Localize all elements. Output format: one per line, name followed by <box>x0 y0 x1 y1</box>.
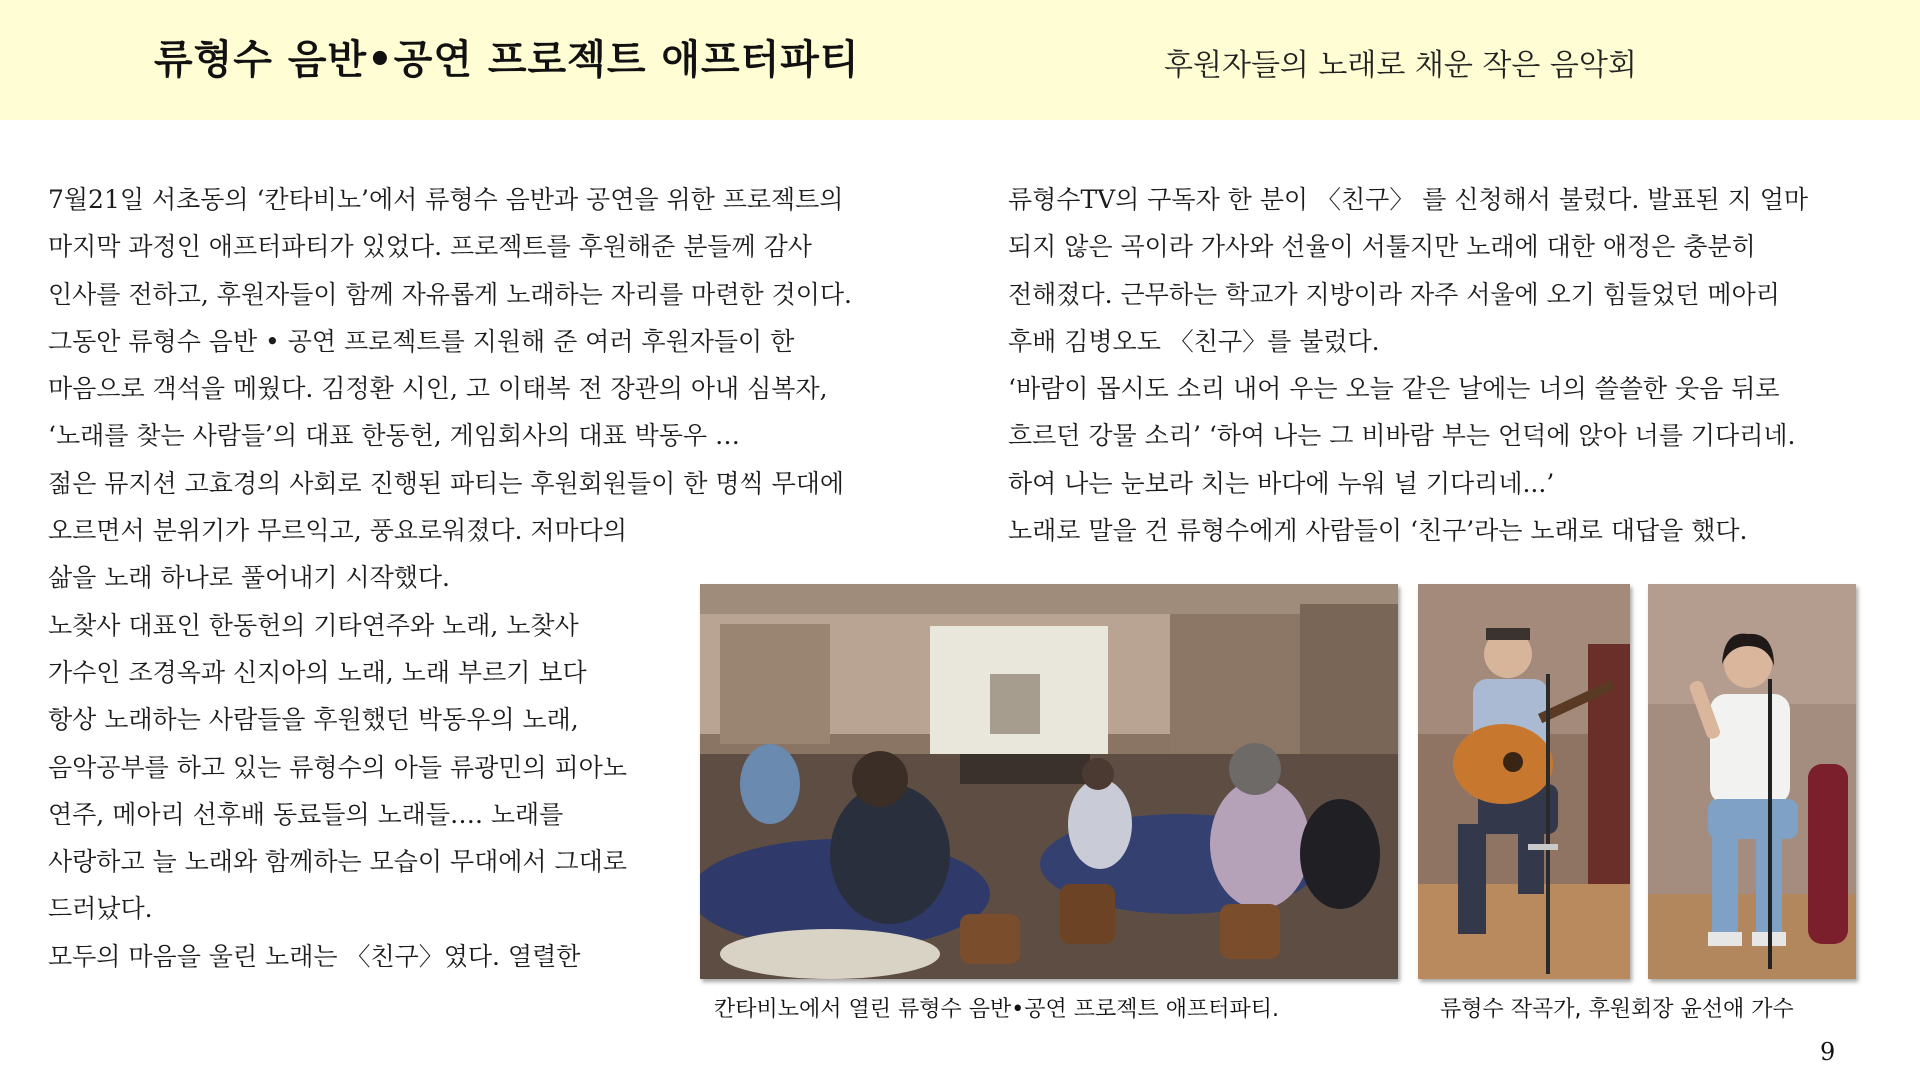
article-line: 노찾사 대표인 한동헌의 기타연주와 노래, 노찾사 <box>48 610 579 640</box>
article-line: 후배 김병오도 〈친구〉를 불렀다. <box>1008 326 1380 356</box>
article-line: 노래로 말을 건 류형수에게 사람들이 ‘친구’라는 노래로 대답을 했다. <box>1008 516 1748 546</box>
article-line: 모두의 마음을 울린 노래는 〈친구〉였다. 열렬한 <box>48 941 581 971</box>
article-line: 연주, 메아리 선후배 동료들의 노래들…. 노래를 <box>48 799 564 829</box>
article-line: 항상 노래하는 사람들을 후원했던 박동우의 노래, <box>48 705 579 735</box>
singer-photo-illustration <box>1648 584 1856 979</box>
party-photo <box>700 584 1398 979</box>
article-line: 젊은 뮤지션 고효경의 사회로 진행된 파티는 후원회원들이 한 명씩 무대에 <box>48 468 845 498</box>
party-photo-illustration <box>700 584 1398 979</box>
article-line: 전해졌다. 근무하는 학교가 지방이라 자주 서울에 오기 힘들었던 메아리 <box>1008 279 1780 309</box>
article-line: ‘바람이 몹시도 소리 내어 우는 오늘 같은 날에는 너의 쓸쓸한 웃음 뒤로 <box>1008 374 1780 404</box>
article-line: 오르면서 분위기가 무르익고, 풍요로워졌다. 저마다의 <box>48 516 627 546</box>
article-line: 7월21일 서초동의 ‘칸타비노’에서 류형수 음반과 공연을 위한 프로젝트의 <box>48 185 844 214</box>
article-line: 마음으로 객석을 메웠다. 김정환 시인, 고 이태복 전 장관의 아내 심복자, <box>48 374 828 404</box>
article-line: 가수인 조경옥과 신지아의 노래, 노래 부르기 보다 <box>48 657 587 687</box>
article-line: 삶을 노래 하나로 풀어내기 시작했다. <box>48 563 450 593</box>
guitarist-photo <box>1418 584 1630 979</box>
article-line: 사랑하고 늘 노래와 함께하는 모습이 무대에서 그대로 <box>48 847 627 877</box>
page-number: 9 <box>1820 1038 1836 1066</box>
article-line: 인사를 전하고, 후원자들이 함께 자유롭게 노래하는 자리를 마련한 것이다. <box>48 279 852 309</box>
article-line: 흐르던 강물 소리’ ‘하여 나는 그 비바람 부는 언덕에 앉아 너를 기다리네. <box>1008 421 1796 451</box>
article-line: 하여 나는 눈보라 치는 바다에 누워 널 기다리네...’ <box>1008 468 1555 498</box>
article-line: 마지막 과정인 애프터파티가 있었다. 프로젝트를 후원해준 분들께 감사 <box>48 232 812 262</box>
article-right-column <box>1008 176 1808 554</box>
party-photo-caption: 칸타비노에서 열린 류형수 음반•공연 프로젝트 애프터파티. <box>714 997 1279 1022</box>
page-subtitle: 후원자들의 노래로 채운 작은 음악회 <box>1164 48 1637 83</box>
article-line: 그동안 류형수 음반 • 공연 프로젝트를 지원해 준 여러 후원자들이 한 <box>48 326 795 356</box>
article-line: 음악공부를 하고 있는 류형수의 아들 류광민의 피아노 <box>48 752 627 782</box>
page-title: 류형수 음반•공연 프로젝트 애프터파티 <box>154 37 860 83</box>
article-line: 드러났다. <box>48 894 153 924</box>
article-line: ‘노래를 찾는 사람들’의 대표 한동헌, 게임회사의 대표 박동우 … <box>48 421 741 451</box>
duo-photo-caption: 류형수 작곡가, 후원회장 윤선애 가수 <box>1440 997 1794 1022</box>
article-line: 되지 않은 곡이라 가사와 선율이 서툴지만 노래에 대한 애정은 충분히 <box>1008 232 1756 262</box>
article-line: 류형수TV의 구독자 한 분이 〈친구〉 를 신청해서 불렀다. 발표된 지 얼마 <box>1008 185 1809 214</box>
singer-photo <box>1648 584 1856 979</box>
guitarist-photo-illustration <box>1418 584 1630 979</box>
